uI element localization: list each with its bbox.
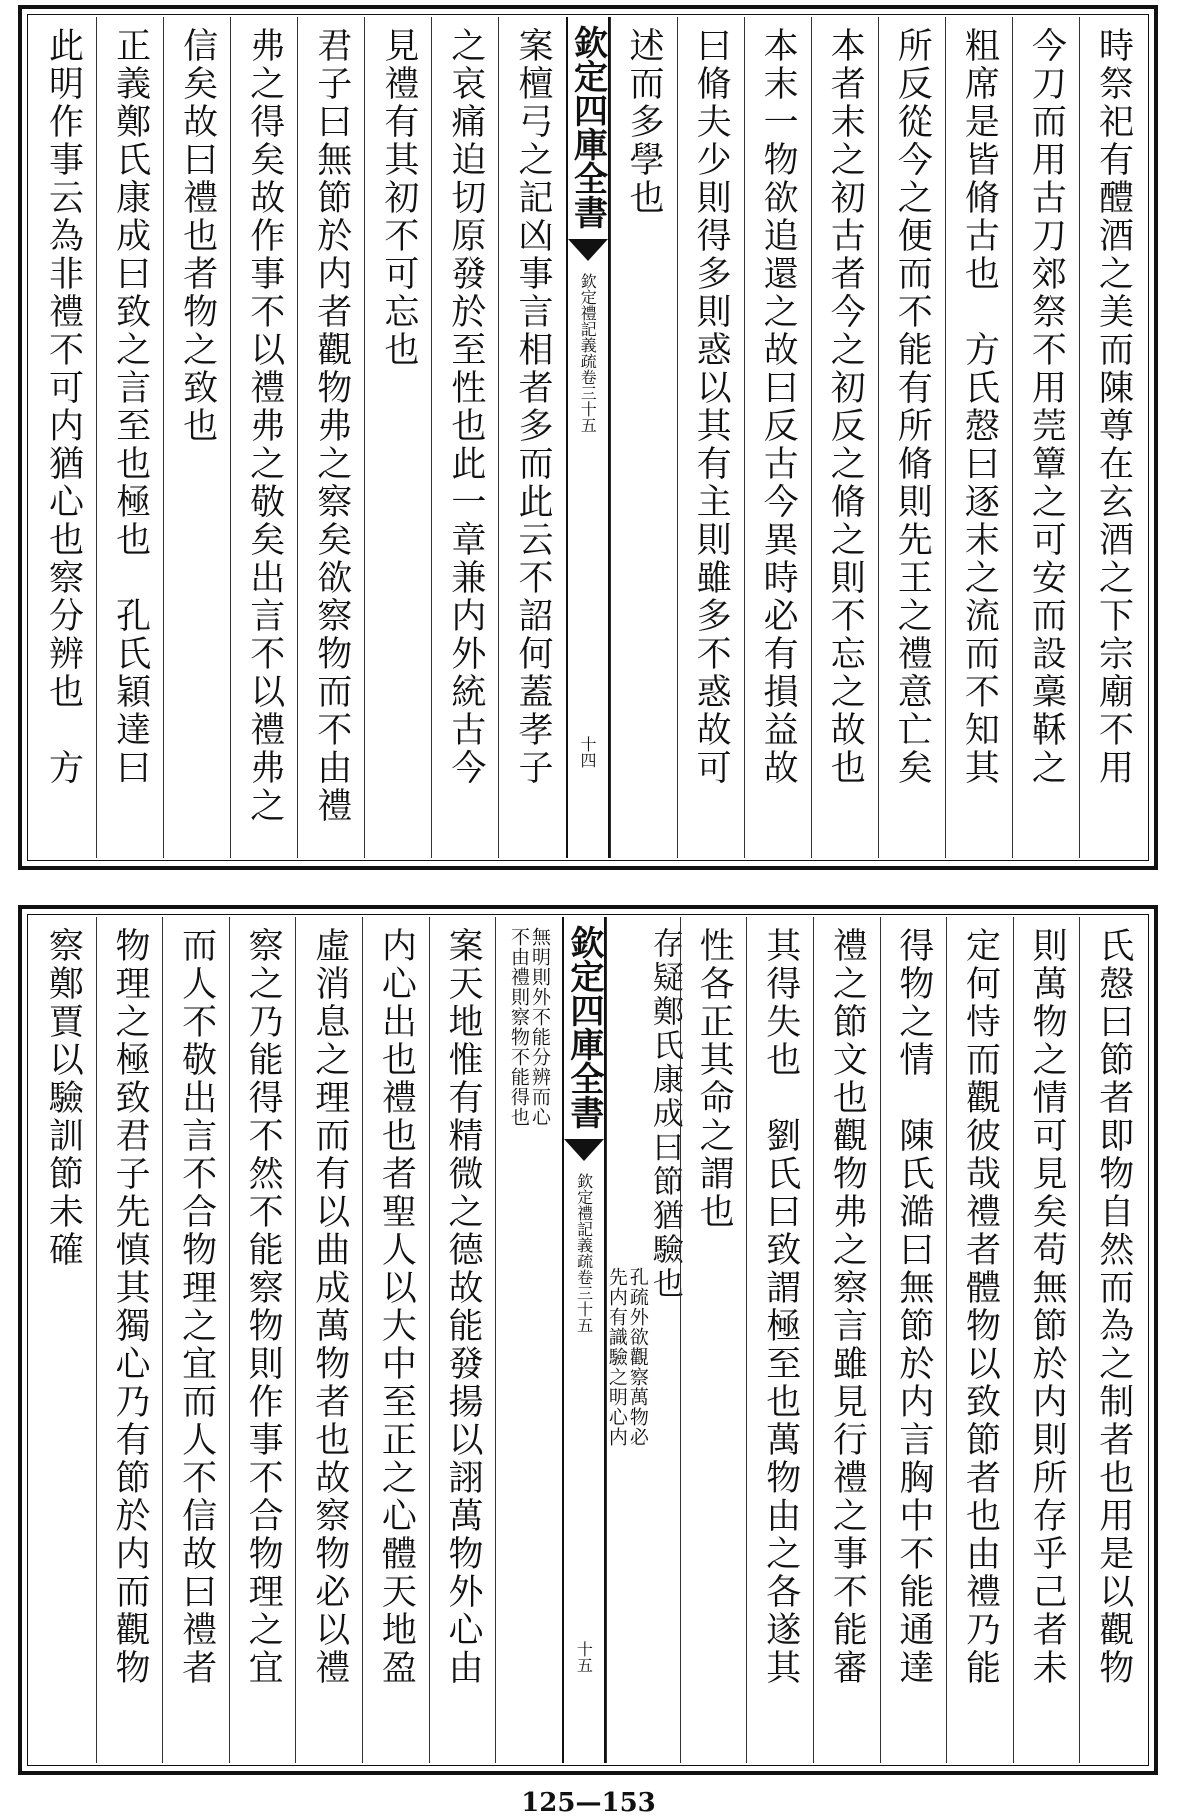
text-column <box>96 917 163 1763</box>
column-text: 所反從今之便而不能有所脩則先王之禮意亡矣 <box>892 27 933 787</box>
text-column <box>1079 17 1146 858</box>
fishtail-mark <box>564 1139 604 1161</box>
column-text: 信矣故曰禮也者物之致也 <box>177 27 218 445</box>
column-text: 物理之極致君子先慎其獨心乃有節於内而觀物 <box>109 927 150 1687</box>
text-column <box>30 17 96 858</box>
chapter-number: 卷三十五 <box>574 1269 594 1333</box>
text-column <box>96 17 163 858</box>
text-column <box>297 17 364 858</box>
column-text: 今刀而用古刀郊祭不用莞簟之可安而設稾鞂之 <box>1026 27 1067 787</box>
text-column <box>744 17 811 858</box>
page-bottom <box>18 905 1158 1775</box>
volume-title: 欽定禮記義疏 <box>578 273 598 369</box>
text-column <box>431 17 498 858</box>
text-column <box>30 917 96 1763</box>
text-column <box>945 17 1012 858</box>
text-column <box>162 917 229 1763</box>
text-column <box>498 17 565 858</box>
text-column <box>680 917 747 1763</box>
text-column <box>362 917 429 1763</box>
center-fold <box>566 17 610 858</box>
column-text: 則萬物之情可見矣苟無節於内則所存乎己者未 <box>1027 927 1068 1687</box>
column-text: 定何恃而觀彼哉禮者體物以致節者也由禮乃能 <box>960 927 1001 1687</box>
column-text: 得物之情 陳氏澔曰無節於内言胸中不能通達 <box>893 927 934 1687</box>
column-text: 察鄭賈以驗訓節未確 <box>43 927 84 1269</box>
text-column <box>610 17 677 858</box>
leaf-number: 十四 <box>578 736 597 768</box>
column-text: 虛消息之理而有以曲成萬物者也故察物必以禮 <box>309 927 350 1687</box>
book-title: 欽定四庫全書 <box>563 925 604 1129</box>
columns-bottom <box>30 917 1146 1763</box>
text-column <box>1012 17 1079 858</box>
column-text: 此明作事云為非禮不可内猶心也察分辨也 方 <box>43 27 84 787</box>
text-column <box>163 17 230 858</box>
text-column <box>1013 917 1080 1763</box>
text-column <box>229 917 296 1763</box>
text-column <box>880 917 947 1763</box>
column-text: 其得失也 劉氏曰致謂極至也萬物由之各遂其 <box>760 927 801 1687</box>
commentary-text: 孔疏外欲觀察萬物必 <box>626 1267 649 1447</box>
commentary-text: 先内有識驗之明心内 <box>605 1267 628 1447</box>
text-column-with-notes <box>605 917 683 1763</box>
column-text: 性各正其命之謂也 <box>694 927 735 1231</box>
column-text: 存疑鄭氏康成曰節猶驗也 <box>646 927 683 1301</box>
commentary-column <box>495 917 562 1763</box>
column-text: 禮之節文也觀物弗之察言雖見行禮之事不能審 <box>827 927 868 1687</box>
column-text: 粗席是皆脩古也 方氏慤曰逐末之流而不知其 <box>959 27 1000 787</box>
text-column <box>364 17 431 858</box>
column-text: 本者末之初古者今之初反之脩之則不忘之故也 <box>825 27 866 787</box>
text-column <box>429 917 496 1763</box>
text-column <box>878 17 945 858</box>
text-column <box>811 17 878 858</box>
page-top <box>18 5 1158 870</box>
column-text: 之哀痛迫切原發於至性也此一章兼内外統古今 <box>445 27 486 787</box>
text-column <box>813 917 880 1763</box>
text-column <box>295 917 362 1763</box>
text-column <box>946 917 1013 1763</box>
column-text: 正義鄭氏康成曰致之言至也極也 孔氏穎達曰 <box>110 27 151 787</box>
column-text: 弗之得矣故作事不以禮弗之敬矣出言不以禮弗之 <box>244 27 285 825</box>
column-text: 本末一物欲追還之故曰反古今異時必有損益故 <box>758 27 799 787</box>
column-text: 時祭祀有醴酒之美而陳尊在玄酒之下宗廟不用 <box>1093 27 1134 787</box>
column-text: 見禮有其初不可忘也 <box>378 27 419 369</box>
column-text: 内心出也禮也者聖人以大中至正之心體天地盈 <box>376 927 417 1687</box>
page-number: 125—153 <box>521 1788 656 1818</box>
commentary-text: 不由禮則察物不能得也 <box>508 927 531 1127</box>
column-text: 君子曰無節於内者觀物弗之察矣欲察物而不由禮 <box>311 27 352 825</box>
center-fold <box>562 917 606 1763</box>
column-text: 察之乃能得不然不能察物則作事不合物理之宜 <box>243 927 284 1687</box>
column-text: 而人不敬出言不合物理之宜而人不信故曰禮者 <box>176 927 217 1687</box>
volume-title: 欽定禮記義疏 <box>574 1173 594 1269</box>
column-text: 案天地惟有精微之德故能發揚以詡萬物外心由 <box>442 927 483 1687</box>
text-column <box>677 17 744 858</box>
text-column <box>230 17 297 858</box>
leaf-number: 十五 <box>574 1641 594 1673</box>
chapter-number: 卷三十五 <box>578 369 598 433</box>
commentary-text: 無明則外不能分辨而心 <box>529 927 552 1127</box>
column-text: 曰脩夫少則得多則惑以其有主則雖多不惑故可 <box>691 27 732 787</box>
column-text: 案檀弓之記凶事言相者多而此云不詔何蓋孝子 <box>512 27 553 787</box>
column-text: 氏慤曰節者即物自然而為之制者也用是以觀物 <box>1093 927 1134 1687</box>
book-title: 欽定四庫全書 <box>567 25 608 229</box>
text-column <box>746 917 813 1763</box>
text-column <box>1079 917 1146 1763</box>
fishtail-mark <box>568 239 608 261</box>
column-text: 述而多學也 <box>624 27 665 217</box>
columns-top <box>30 17 1146 858</box>
